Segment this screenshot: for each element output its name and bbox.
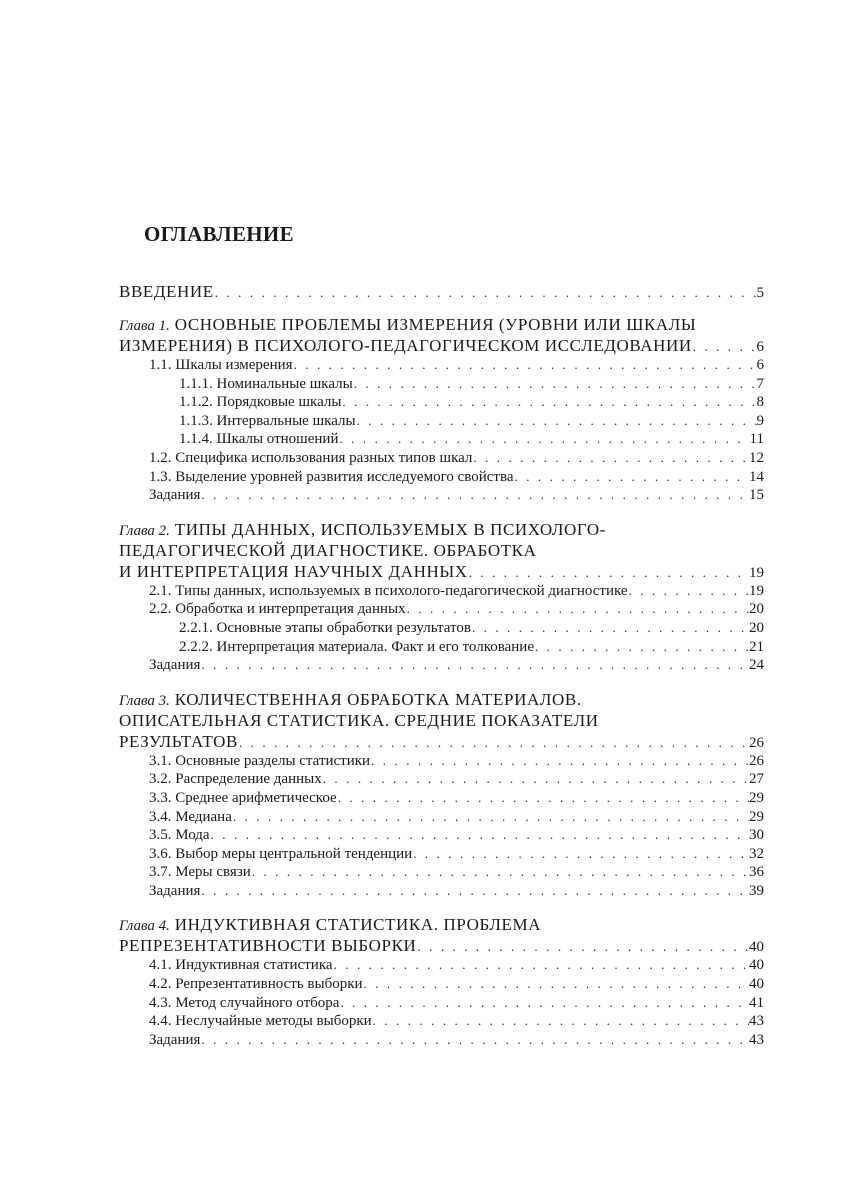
toc-entry-page: 12 xyxy=(749,449,764,466)
toc-entry[interactable] xyxy=(119,619,764,638)
chapter-heading-text: ИЗМЕРЕНИЯ) В ПСИХОЛОГО-ПЕДАГОГИЧЕСКОМ ИССЛЕДОВАНИИ xyxy=(119,336,692,355)
toc-entry-text: 2.1. Типы данных, используемых в психолого-педагогической диагностике xyxy=(149,582,628,599)
toc-entry[interactable] xyxy=(119,956,764,975)
toc-entry-text: 1.1.4. Шкалы отношений xyxy=(179,431,339,448)
chapter-heading-line[interactable] xyxy=(119,519,764,540)
toc-entry-page: 41 xyxy=(749,994,764,1011)
toc-intro[interactable] xyxy=(119,281,764,302)
toc-entry-text: Задания xyxy=(149,1031,201,1048)
leader-dots xyxy=(471,619,749,638)
toc-intro-page: 5 xyxy=(756,285,764,301)
toc-entry[interactable] xyxy=(119,656,764,675)
toc-entry-page: 19 xyxy=(749,582,764,599)
chapter-heading-text: ОСНОВНЫЕ ПРОБЛЕМЫ ИЗМЕРЕНИЯ (УРОВНИ ИЛИ ШКАЛЫ xyxy=(174,315,697,334)
toc-entry-text: Задания xyxy=(149,487,201,504)
toc-entry-text: 1.1.2. Порядковые шкалы xyxy=(179,394,342,411)
leader-dots xyxy=(210,826,749,845)
toc-entry-text: 2.2.2. Интерпретация материала. Факт и его толкование xyxy=(179,638,534,655)
toc-entry-text: 4.2. Репрезентативность выборки xyxy=(149,976,363,993)
chapter-heading-line[interactable] xyxy=(119,335,764,356)
chapter-label: Глава 4. xyxy=(119,918,170,935)
toc-entry-text: 3.7. Меры связи xyxy=(149,864,251,881)
toc-entry-page: 39 xyxy=(749,882,764,899)
leader-dots xyxy=(338,430,749,449)
toc-entry[interactable] xyxy=(119,600,764,619)
toc-entry[interactable] xyxy=(119,449,764,468)
leader-dots xyxy=(372,1012,749,1031)
leader-dots xyxy=(534,638,749,657)
toc-entry-text: 3.1. Основные разделы статистики xyxy=(149,752,371,769)
leader-dots xyxy=(406,600,749,619)
leader-dots xyxy=(341,393,756,412)
chapter-heading-text: РЕЗУЛЬТАТОВ xyxy=(119,731,238,751)
leader-dots xyxy=(337,789,749,808)
chapter-label: Глава 2. xyxy=(119,522,170,539)
leader-dots xyxy=(363,975,749,994)
toc-entry-page: 8 xyxy=(756,394,764,411)
chapter-page-number: 6 xyxy=(756,339,764,355)
leader-dots xyxy=(293,356,757,375)
leader-dots xyxy=(200,1031,749,1050)
toc-entry-text: 4.1. Индуктивная статистика xyxy=(149,957,333,974)
leader-dots xyxy=(333,956,749,975)
toc-entry-page: 36 xyxy=(749,864,764,881)
leader-dots xyxy=(692,336,757,357)
chapter-heading-line[interactable] xyxy=(119,689,764,710)
chapter-heading-line[interactable] xyxy=(119,935,764,956)
toc-entry-page: 30 xyxy=(749,827,764,844)
leader-dots xyxy=(200,656,749,675)
chapter-page-number: 26 xyxy=(749,734,764,751)
leader-dots xyxy=(251,863,749,882)
toc-entry-page: 14 xyxy=(749,468,764,485)
toc-entry-text: 1.3. Выделение уровней развития исследуемого свойства xyxy=(149,468,514,485)
toc-entry[interactable] xyxy=(119,486,764,505)
chapter-heading-line[interactable] xyxy=(119,914,764,935)
leader-dots xyxy=(514,468,749,487)
chapter-heading-line[interactable] xyxy=(119,731,764,752)
toc-entry[interactable] xyxy=(119,1012,764,1031)
table-of-contents xyxy=(119,281,764,1049)
toc-entry-text: 4.3. Метод случайного отбора xyxy=(149,994,340,1011)
leader-dots xyxy=(339,994,749,1013)
toc-entry[interactable] xyxy=(119,882,764,901)
chapter-heading-text: ТИПЫ ДАННЫХ, ИСПОЛЬЗУЕМЫХ В ПСИХОЛОГО- xyxy=(174,519,606,539)
toc-entry-page: 29 xyxy=(749,808,764,825)
toc-entry-text: 1.2. Специфика использования разных типов шкал xyxy=(149,449,473,466)
chapter-heading-line[interactable] xyxy=(119,314,764,335)
toc-entry[interactable] xyxy=(119,412,764,431)
toc-entry-page: 20 xyxy=(749,601,764,618)
leader-dots xyxy=(370,752,749,771)
toc-entry[interactable] xyxy=(119,393,764,412)
toc-entry-page: 15 xyxy=(749,487,764,504)
leader-dots xyxy=(353,375,757,394)
toc-entry-page: 27 xyxy=(749,771,764,788)
toc-entry-page: 40 xyxy=(749,957,764,974)
toc-entry-page: 40 xyxy=(749,976,764,993)
page-title: ОГЛАВЛЕНИЕ xyxy=(144,222,294,246)
toc-entry-page: 43 xyxy=(749,1013,764,1030)
toc-entry-text: 4.4. Неслучайные методы выборки xyxy=(149,1013,372,1030)
toc-entry[interactable] xyxy=(119,863,764,882)
chapter-label: Глава 3. xyxy=(119,692,170,709)
chapter-spacer xyxy=(119,900,764,914)
leader-dots xyxy=(214,282,757,303)
toc-entry-text: 3.4. Медиана xyxy=(149,808,232,825)
chapter-heading-text: РЕПРЕЗЕНТАТИВНОСТИ ВЫБОРКИ xyxy=(119,936,417,956)
leader-dots xyxy=(200,882,749,901)
leader-dots xyxy=(356,412,757,431)
toc-entry-text: 1.1.1. Номинальные шкалы xyxy=(179,375,353,392)
toc-entry[interactable] xyxy=(119,845,764,864)
toc-entry[interactable] xyxy=(119,789,764,808)
chapter-spacer xyxy=(119,505,764,519)
toc-entry[interactable] xyxy=(119,430,764,449)
toc-entry-page: 6 xyxy=(756,357,764,373)
toc-entry-text: Задания xyxy=(149,657,201,674)
chapter-heading-text: ПЕДАГОГИЧЕСКОЙ ДИАГНОСТИКЕ. ОБРАБОТКА xyxy=(119,540,537,560)
toc-entry-page: 26 xyxy=(749,752,764,769)
leader-dots xyxy=(468,562,749,583)
toc-entry-text: 2.2. Обработка и интерпретация данных xyxy=(149,601,406,618)
chapter-label: Глава 1. xyxy=(119,318,170,334)
toc-entry-page: 21 xyxy=(749,638,764,655)
toc-entry[interactable] xyxy=(119,770,764,789)
toc-entry-text: 3.6. Выбор меры центральной тенденции xyxy=(149,845,413,862)
toc-entry-page: 43 xyxy=(749,1031,764,1048)
toc-entry[interactable] xyxy=(119,808,764,827)
toc-entry[interactable] xyxy=(119,638,764,657)
chapter-page-number: 19 xyxy=(749,564,764,581)
leader-dots xyxy=(472,449,749,468)
toc-entry-page: 9 xyxy=(756,412,764,429)
chapter-spacer xyxy=(119,675,764,689)
toc-entry[interactable] xyxy=(119,826,764,845)
chapter-heading-text: ОПИСАТЕЛЬНАЯ СТАТИСТИКА. СРЕДНИЕ ПОКАЗАТЕЛИ xyxy=(119,710,599,730)
toc-entry-text: Задания xyxy=(149,882,201,899)
toc-entry-text: 1.1.3. Интервальные шкалы xyxy=(179,412,356,429)
toc-entry-page: 11 xyxy=(749,431,764,448)
toc-entry[interactable] xyxy=(119,375,764,394)
chapter-spacer xyxy=(119,302,764,314)
leader-dots xyxy=(416,936,749,957)
chapter-heading-line[interactable] xyxy=(119,561,764,582)
toc-entry-text: 3.5. Мода xyxy=(149,827,210,844)
toc-entry-page: 20 xyxy=(749,619,764,636)
toc-entry[interactable] xyxy=(119,752,764,771)
toc-entry-text: 3.2. Распределение данных xyxy=(149,771,322,788)
toc-entry[interactable] xyxy=(119,468,764,487)
chapter-heading-text: КОЛИЧЕСТВЕННАЯ ОБРАБОТКА МАТЕРИАЛОВ. xyxy=(174,689,582,709)
leader-dots xyxy=(628,582,749,601)
toc-entry[interactable] xyxy=(119,1031,764,1050)
leader-dots xyxy=(412,845,749,864)
chapter-page-number: 40 xyxy=(749,939,764,956)
chapter-heading-text: ИНДУКТИВНАЯ СТАТИСТИКА. ПРОБЛЕМА xyxy=(174,915,542,935)
toc-entry-page: 24 xyxy=(749,657,764,674)
toc-entry[interactable] xyxy=(119,975,764,994)
chapter-heading-text: И ИНТЕРПРЕТАЦИЯ НАУЧНЫХ ДАННЫХ xyxy=(119,561,468,581)
leader-dots xyxy=(200,486,749,505)
leader-dots xyxy=(238,732,749,753)
leader-dots xyxy=(322,770,749,789)
toc-entry[interactable] xyxy=(119,356,764,375)
toc-entry-text: 3.3. Среднее арифметическое xyxy=(149,789,337,806)
toc-intro-text: ВВЕДЕНИЕ xyxy=(119,282,214,301)
toc-entry-page: 32 xyxy=(749,845,764,862)
toc-entry[interactable] xyxy=(119,582,764,601)
toc-entry-text: 1.1. Шкалы измерения xyxy=(149,357,293,373)
chapter-heading-line[interactable] xyxy=(119,710,764,731)
toc-entry-page: 7 xyxy=(756,375,764,392)
leader-dots xyxy=(232,808,749,827)
toc-entry-page: 29 xyxy=(749,789,764,806)
toc-entry-text: 2.2.1. Основные этапы обработки результатов xyxy=(179,619,471,636)
toc-entry[interactable] xyxy=(119,994,764,1013)
chapter-heading-line[interactable] xyxy=(119,540,764,561)
